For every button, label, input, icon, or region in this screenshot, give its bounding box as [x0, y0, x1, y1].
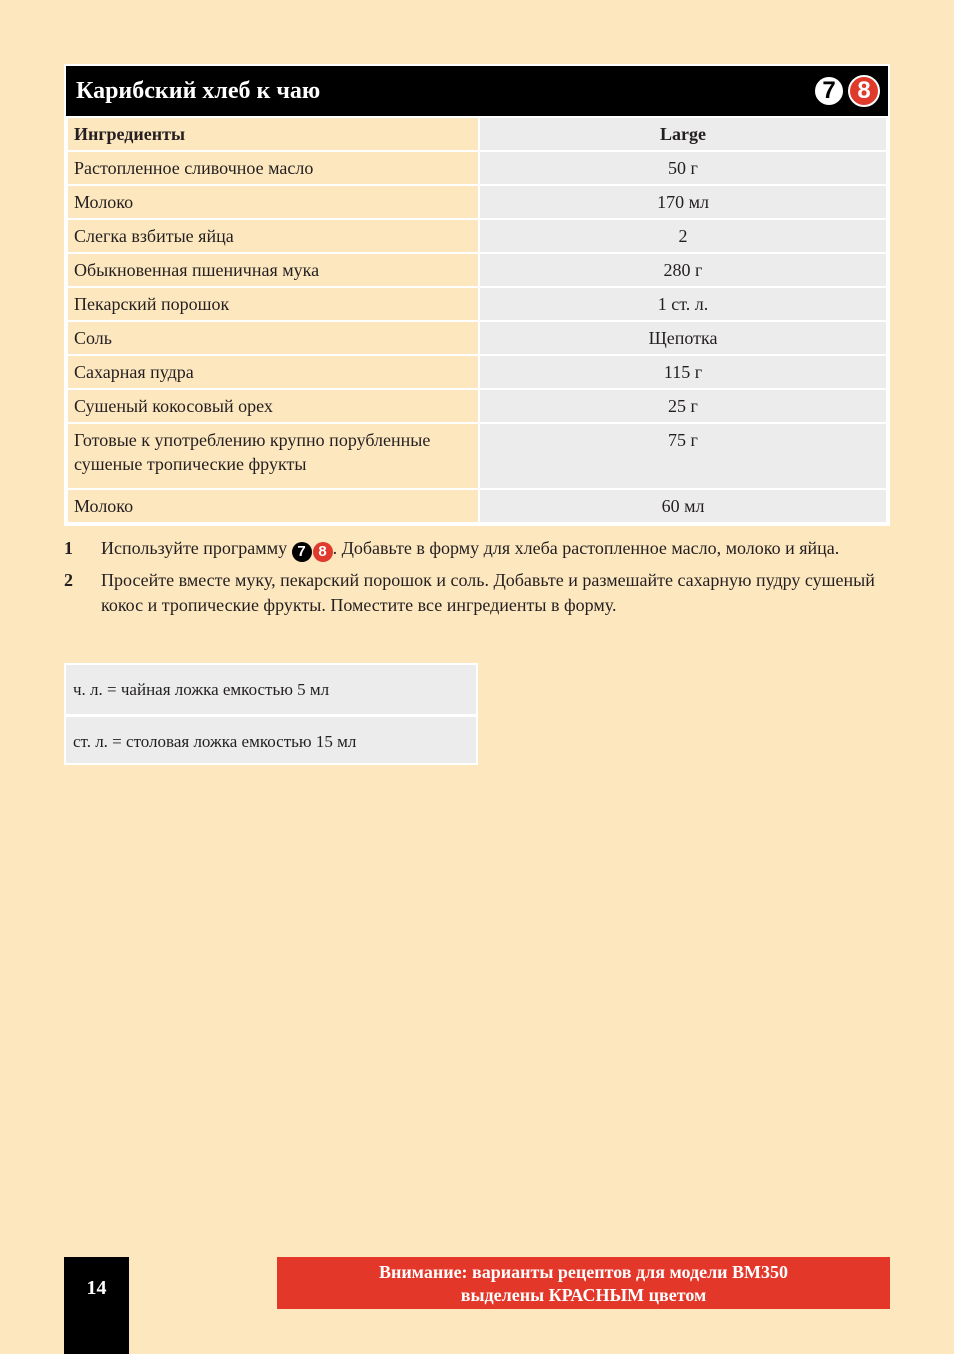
program-8-inline-badge: 8 — [313, 542, 333, 562]
ingredient-name: Молоко — [67, 489, 479, 523]
ingredient-amount: Щепотка — [479, 321, 887, 355]
table-row — [67, 287, 887, 321]
ingredient-amount: 115 г — [479, 355, 887, 389]
table-row — [67, 389, 887, 423]
table-row — [67, 489, 887, 523]
program-7-inline-badge: 7 — [292, 542, 312, 562]
ingredient-name: Растопленное сливочное масло — [67, 151, 479, 185]
recipe-title: Карибский хлеб к чаю — [76, 77, 321, 104]
ingredient-name: Молоко — [67, 185, 479, 219]
step-1 — [64, 536, 880, 562]
step-number: 1 — [64, 538, 73, 558]
instructions — [64, 536, 880, 624]
warning-line-2: выделены КРАСНЫМ цветом — [460, 1285, 707, 1305]
ingredient-amount: 75 г — [479, 423, 887, 489]
step-text: Просейте вместе муку, пекарский порошок и соль. Добавьте и размешайте сахарную пудру сушеный кокос и тропические фрукты. Поместите все ингредиенты в форму. — [101, 570, 875, 615]
recipe-card — [64, 64, 890, 526]
step-2 — [64, 568, 880, 618]
program-7-badge: 7 — [813, 75, 845, 107]
measurement-notes — [64, 663, 478, 765]
ingredient-name: Пекарский порошок — [67, 287, 479, 321]
table-row — [67, 253, 887, 287]
ingredient-amount: 1 ст. л. — [479, 287, 887, 321]
program-8-badge: 8 — [848, 75, 880, 107]
ingredient-amount: 50 г — [479, 151, 887, 185]
ingredient-amount: 170 мл — [479, 185, 887, 219]
table-row — [67, 423, 887, 489]
step-text-after: . Добавьте в форму для хлеба растопленное масло, молоко и яйца. — [332, 538, 840, 558]
step-text-before: Используйте программу — [101, 538, 288, 558]
table-header-row — [67, 117, 887, 151]
note-tablespoon: ст. л. = столовая ложка емкостью 15 мл — [66, 714, 476, 763]
ingredient-amount: 60 мл — [479, 489, 887, 523]
ingredients-table — [66, 116, 888, 524]
page-number: 14 — [64, 1257, 129, 1354]
step-number: 2 — [64, 570, 73, 590]
step-text — [101, 536, 839, 562]
ingredient-name: Сахарная пудра — [67, 355, 479, 389]
table-row — [67, 151, 887, 185]
model-warning-banner — [277, 1257, 890, 1309]
size-header: Large — [479, 117, 887, 151]
ingredient-name: Готовые к употреблению крупно порубленные сушеные тропические фрукты — [67, 423, 479, 489]
ingredient-amount: 2 — [479, 219, 887, 253]
ingredient-amount: 25 г — [479, 389, 887, 423]
ingredient-name: Обыкновенная пшеничная мука — [67, 253, 479, 287]
warning-line-1: Внимание: варианты рецептов для модели BM350 — [378, 1262, 789, 1282]
note-teaspoon: ч. л. = чайная ложка емкостью 5 мл — [66, 665, 476, 714]
ingredient-name: Слегка взбитые яйца — [67, 219, 479, 253]
ingredient-name: Соль — [67, 321, 479, 355]
table-row — [67, 321, 887, 355]
program-badges — [813, 75, 880, 107]
ingredient-amount: 280 г — [479, 253, 887, 287]
table-row — [67, 185, 887, 219]
table-row — [67, 355, 887, 389]
ingredient-name: Сушеный кокосовый орех — [67, 389, 479, 423]
ingredients-header: Ингредиенты — [67, 117, 479, 151]
recipe-title-bar — [66, 66, 888, 116]
table-row — [67, 219, 887, 253]
